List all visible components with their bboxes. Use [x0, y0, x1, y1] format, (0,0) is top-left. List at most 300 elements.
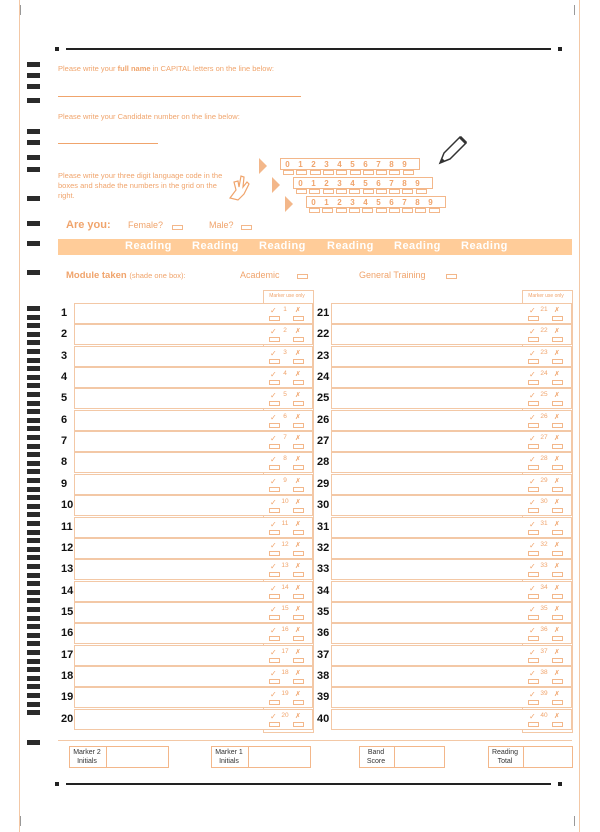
tick-bubble[interactable]: [528, 487, 539, 492]
tick-bubble[interactable]: [528, 530, 539, 535]
marker-question-number: 34: [540, 584, 548, 591]
marker-tick-cross: [523, 434, 564, 454]
right-border-line: [579, 0, 580, 832]
tick-symbol: ✓: [529, 626, 536, 635]
timing-mark: [27, 547, 40, 552]
cross-symbol: ✗: [554, 478, 560, 485]
tick-bubble[interactable]: [269, 551, 280, 556]
tick-bubble[interactable]: [269, 594, 280, 599]
timing-mark: [27, 221, 40, 226]
cross-bubble[interactable]: [552, 530, 563, 535]
band-score-label: Band Score: [366, 749, 386, 765]
tick-bubble[interactable]: [269, 530, 280, 535]
timing-mark: [27, 241, 40, 246]
female-label: Female?: [128, 220, 164, 230]
language-digit-bubble[interactable]: [362, 208, 373, 213]
cross-bubble[interactable]: [552, 380, 563, 385]
question-number: 16: [61, 627, 74, 639]
cross-bubble[interactable]: [293, 337, 304, 342]
timing-mark: [27, 590, 40, 595]
timing-mark: [27, 478, 40, 483]
tick-bubble[interactable]: [269, 423, 280, 428]
language-digit: 0: [285, 159, 290, 169]
language-digit-bubble[interactable]: [402, 208, 413, 213]
question-number: 32: [317, 542, 330, 554]
timing-mark: [27, 375, 40, 380]
language-digit-bubble[interactable]: [349, 208, 360, 213]
language-prompt: Please write your three digit language code in the boxes and shade the numbers in the grid on the right.: [58, 171, 223, 200]
marker-tick-cross: [264, 391, 305, 411]
timing-mark: [27, 555, 40, 560]
marker-tick-cross: [264, 327, 305, 347]
tick-symbol: ✓: [529, 648, 536, 657]
question-number: 10: [61, 499, 74, 511]
tick-bubble[interactable]: [269, 508, 280, 513]
tick-bubble[interactable]: [269, 487, 280, 492]
timing-mark: [27, 409, 40, 414]
marker-tick-cross: [523, 455, 564, 475]
cross-bubble[interactable]: [293, 380, 304, 385]
cross-bubble[interactable]: [552, 359, 563, 364]
question-number: 39: [317, 691, 330, 703]
candidate-number-line[interactable]: [58, 143, 158, 144]
marker-question-number: 24: [540, 370, 548, 377]
marker-question-number: 22: [540, 327, 548, 334]
tick-bubble[interactable]: [528, 594, 539, 599]
cross-bubble[interactable]: [293, 401, 304, 406]
timing-mark: [27, 444, 40, 449]
language-digit-row-3[interactable]: [306, 196, 446, 208]
timing-mark: [27, 641, 40, 646]
timing-mark: [27, 358, 40, 363]
language-digit-bubble[interactable]: [376, 170, 387, 175]
tick-bubble[interactable]: [528, 337, 539, 342]
reading-band-label: Reading: [192, 240, 239, 252]
tick-symbol: ✓: [529, 306, 536, 315]
language-digit-bubble[interactable]: [402, 189, 413, 194]
tick-bubble[interactable]: [528, 423, 539, 428]
question-number: 11: [61, 521, 73, 533]
cross-bubble[interactable]: [552, 316, 563, 321]
tick-symbol: ✓: [270, 498, 277, 507]
timing-mark: [27, 401, 40, 406]
language-digit-bubble[interactable]: [310, 170, 321, 175]
tick-bubble[interactable]: [528, 465, 539, 470]
language-digit-bubble[interactable]: [309, 189, 320, 194]
timing-mark: [27, 366, 40, 371]
tick-symbol: ✓: [529, 520, 536, 529]
cross-symbol: ✗: [295, 670, 301, 677]
cross-bubble[interactable]: [293, 722, 304, 727]
timing-mark: [27, 616, 40, 621]
tick-symbol: ✓: [270, 648, 277, 657]
left-border-line: [19, 0, 20, 832]
cross-bubble[interactable]: [552, 636, 563, 641]
marker-question-number: 19: [281, 690, 289, 697]
marker-tick-cross: [523, 370, 564, 390]
language-digit-row-2[interactable]: [293, 177, 433, 189]
timing-mark: [27, 426, 40, 431]
cross-symbol: ✗: [295, 691, 301, 698]
timing-mark: [27, 693, 40, 698]
marker2-initials-box[interactable]: [106, 746, 169, 768]
marker-tick-cross: [523, 520, 564, 540]
marker2-label: Marker 2 Initials: [73, 749, 101, 765]
academic-checkbox[interactable]: [297, 274, 308, 279]
bottom-rule: [66, 783, 551, 785]
cross-bubble[interactable]: [293, 572, 304, 577]
marker-question-number: 27: [540, 434, 548, 441]
tick-bubble[interactable]: [528, 444, 539, 449]
cross-bubble[interactable]: [552, 551, 563, 556]
tick-symbol: ✓: [270, 669, 277, 678]
marker-tick-cross: [523, 498, 564, 518]
cross-bubble[interactable]: [552, 508, 563, 513]
marker-question-number: 25: [540, 391, 548, 398]
tick-bubble[interactable]: [269, 572, 280, 577]
question-number: 37: [317, 649, 330, 661]
marker-question-number: 26: [540, 413, 548, 420]
timing-mark: [27, 598, 40, 603]
tick-symbol: ✓: [529, 498, 536, 507]
language-digit-bubble[interactable]: [349, 189, 360, 194]
reading-total-label: Reading Total: [491, 749, 519, 765]
question-number: 3: [61, 350, 68, 362]
cross-bubble[interactable]: [552, 337, 563, 342]
cross-bubble[interactable]: [293, 444, 304, 449]
timing-mark: [27, 62, 40, 67]
marker-question-number: 5: [283, 391, 287, 398]
language-digit-bubble[interactable]: [323, 170, 334, 175]
top-rule-dot-right: [558, 47, 562, 51]
tick-bubble[interactable]: [269, 679, 280, 684]
marker-question-number: 14: [281, 584, 289, 591]
marker-tick-cross: [264, 520, 305, 540]
tick-bubble[interactable]: [528, 700, 539, 705]
language-digit: 5: [376, 197, 381, 207]
language-digit-bubble[interactable]: [415, 208, 426, 213]
timing-mark: [27, 581, 40, 586]
marker-question-number: 33: [540, 562, 548, 569]
cross-bubble[interactable]: [552, 487, 563, 492]
language-digit-bubble[interactable]: [429, 208, 440, 213]
tick-symbol: ✓: [270, 327, 277, 336]
cross-bubble[interactable]: [293, 508, 304, 513]
timing-mark: [27, 315, 40, 320]
marker-question-number: 28: [540, 455, 548, 462]
question-number: 31: [317, 521, 330, 533]
marker-question-number: 7: [283, 434, 287, 441]
cross-bubble[interactable]: [293, 316, 304, 321]
language-digit-bubble[interactable]: [376, 189, 387, 194]
marker-question-number: 9: [283, 477, 287, 484]
tick-bubble[interactable]: [269, 722, 280, 727]
marker-tick-cross: [523, 584, 564, 604]
language-digit-bubble[interactable]: [336, 170, 347, 175]
cross-symbol: ✗: [554, 585, 560, 592]
tick-bubble[interactable]: [269, 316, 280, 321]
timing-mark: [27, 573, 40, 578]
timing-mark: [27, 624, 40, 629]
language-digit-bubble[interactable]: [323, 189, 334, 194]
language-arrow-1: [259, 158, 267, 174]
question-number: 15: [61, 606, 74, 618]
cross-symbol: ✗: [554, 392, 560, 399]
question-number: 27: [317, 435, 330, 447]
cross-bubble[interactable]: [552, 401, 563, 406]
tick-symbol: ✓: [270, 520, 277, 529]
cross-symbol: ✗: [554, 542, 560, 549]
language-digit: 8: [389, 159, 394, 169]
question-number: 33: [317, 563, 330, 575]
cross-bubble[interactable]: [552, 594, 563, 599]
timing-mark: [27, 512, 40, 517]
timing-mark: [27, 452, 40, 457]
timing-mark: [27, 84, 40, 89]
marker-tick-cross: [264, 562, 305, 582]
tick-bubble[interactable]: [269, 337, 280, 342]
language-digit-bubble[interactable]: [376, 208, 387, 213]
language-digit: 2: [311, 159, 316, 169]
tick-symbol: ✓: [270, 584, 277, 593]
marker-tick-cross: [523, 306, 564, 326]
timing-mark: [27, 461, 40, 466]
marker-tick-cross: [523, 669, 564, 689]
name-prompt-part: Please write your: [58, 64, 118, 73]
tick-symbol: ✓: [270, 712, 277, 721]
question-number: 20: [61, 713, 74, 725]
language-digit-bubble[interactable]: [363, 170, 374, 175]
tick-bubble[interactable]: [269, 359, 280, 364]
cross-bubble[interactable]: [552, 572, 563, 577]
language-digit: 0: [298, 178, 303, 188]
cross-symbol: ✗: [295, 328, 301, 335]
cross-bubble[interactable]: [552, 444, 563, 449]
marker-question-number: 3: [283, 349, 287, 356]
cross-bubble[interactable]: [293, 465, 304, 470]
language-digit: 3: [337, 178, 342, 188]
language-digit-bubble[interactable]: [389, 189, 400, 194]
question-number: 21: [317, 307, 330, 319]
language-arrow-2: [272, 177, 280, 193]
tick-bubble[interactable]: [528, 572, 539, 577]
question-number: 34: [317, 585, 330, 597]
tick-symbol: ✓: [270, 306, 277, 315]
reading-total-box[interactable]: [523, 746, 573, 768]
tick-bubble[interactable]: [528, 615, 539, 620]
cross-bubble[interactable]: [552, 658, 563, 663]
language-digit: 0: [311, 197, 316, 207]
language-digit-bubble[interactable]: [283, 170, 294, 175]
marker-tick-cross: [523, 413, 564, 433]
question-number: 2: [61, 328, 68, 340]
question-number: 7: [61, 435, 68, 447]
cross-bubble[interactable]: [552, 679, 563, 684]
language-digit-bubble[interactable]: [363, 189, 374, 194]
name-prompt: [58, 64, 274, 73]
timing-mark: [27, 332, 40, 337]
language-digit-bubble[interactable]: [336, 189, 347, 194]
cross-bubble[interactable]: [293, 530, 304, 535]
language-digit-bubble[interactable]: [309, 208, 320, 213]
question-number: 18: [61, 670, 74, 682]
cross-bubble[interactable]: [293, 551, 304, 556]
cross-symbol: ✗: [554, 627, 560, 634]
timing-mark: [27, 98, 40, 103]
tick-symbol: ✓: [270, 605, 277, 614]
footer-top-line: [58, 740, 572, 741]
marker-tick-cross: [264, 669, 305, 689]
timing-mark: [27, 684, 40, 689]
tick-bubble[interactable]: [528, 316, 539, 321]
cross-bubble[interactable]: [293, 487, 304, 492]
gender-question: Are you:: [66, 219, 111, 231]
cross-symbol: ✗: [295, 456, 301, 463]
cross-symbol: ✗: [295, 606, 301, 613]
question-number: 35: [317, 606, 330, 618]
language-digit-bubble[interactable]: [389, 208, 400, 213]
timing-mark: [27, 129, 40, 134]
tick-symbol: ✓: [270, 455, 277, 464]
timing-mark: [27, 487, 40, 492]
cross-bubble[interactable]: [293, 658, 304, 663]
cross-bubble[interactable]: [552, 722, 563, 727]
tick-symbol: ✓: [270, 626, 277, 635]
cross-bubble[interactable]: [293, 636, 304, 641]
tick-bubble[interactable]: [528, 551, 539, 556]
cross-symbol: ✗: [295, 392, 301, 399]
cross-symbol: ✗: [295, 371, 301, 378]
language-digit-bubble[interactable]: [416, 189, 427, 194]
tick-symbol: ✓: [529, 413, 536, 422]
question-number: 6: [61, 414, 68, 426]
tick-symbol: ✓: [270, 391, 277, 400]
tick-symbol: ✓: [529, 669, 536, 678]
name-prompt-bold: full name: [117, 64, 151, 73]
marker1-label: Marker 1 Initials: [215, 749, 243, 765]
language-digit-bubble[interactable]: [389, 170, 400, 175]
language-digit-bubble[interactable]: [296, 170, 307, 175]
tick-bubble[interactable]: [269, 700, 280, 705]
cross-symbol: ✗: [295, 521, 301, 528]
marker-tick-cross: [264, 349, 305, 369]
cross-symbol: ✗: [295, 499, 301, 506]
cross-symbol: ✗: [554, 521, 560, 528]
marker-question-number: 6: [283, 413, 287, 420]
tick-bubble[interactable]: [269, 380, 280, 385]
tick-bubble[interactable]: [269, 636, 280, 641]
marker-question-number: 21: [540, 306, 548, 313]
language-digit: 1: [298, 159, 303, 169]
tick-bubble[interactable]: [528, 679, 539, 684]
tick-bubble[interactable]: [269, 658, 280, 663]
marker-tick-cross: [264, 434, 305, 454]
timing-mark: [27, 73, 40, 78]
tick-bubble[interactable]: [528, 508, 539, 513]
timing-mark: [27, 530, 40, 535]
tick-bubble[interactable]: [269, 401, 280, 406]
cross-bubble[interactable]: [552, 700, 563, 705]
tick-bubble[interactable]: [528, 380, 539, 385]
timing-mark: [27, 702, 40, 707]
cross-bubble[interactable]: [552, 615, 563, 620]
timing-mark: [27, 676, 40, 681]
top-rule: [66, 48, 551, 50]
tick-bubble[interactable]: [269, 444, 280, 449]
marker-tick-cross: [264, 455, 305, 475]
timing-mark: [27, 538, 40, 543]
question-number: 1: [61, 307, 68, 319]
marker1-initials-box[interactable]: [248, 746, 311, 768]
tick-bubble[interactable]: [269, 465, 280, 470]
question-number: 25: [317, 392, 330, 404]
tick-symbol: ✓: [529, 327, 536, 336]
marker-tick-cross: [523, 477, 564, 497]
language-digit: 5: [363, 178, 368, 188]
question-number: 36: [317, 627, 330, 639]
female-checkbox[interactable]: [172, 225, 183, 230]
general-training-checkbox[interactable]: [446, 274, 457, 279]
cross-symbol: ✗: [295, 627, 301, 634]
cross-bubble[interactable]: [293, 700, 304, 705]
language-digit-bubble[interactable]: [322, 208, 333, 213]
timing-mark: [27, 140, 40, 145]
marker-tick-cross: [264, 584, 305, 604]
tick-symbol: ✓: [270, 413, 277, 422]
tick-bubble[interactable]: [528, 722, 539, 727]
cross-bubble[interactable]: [293, 615, 304, 620]
tick-symbol: ✓: [529, 434, 536, 443]
cross-bubble[interactable]: [552, 423, 563, 428]
tick-bubble[interactable]: [528, 658, 539, 663]
language-digit-bubble[interactable]: [336, 208, 347, 213]
cross-bubble[interactable]: [293, 679, 304, 684]
cross-bubble[interactable]: [293, 594, 304, 599]
cross-bubble[interactable]: [293, 423, 304, 428]
tick-bubble[interactable]: [528, 401, 539, 406]
cross-symbol: ✗: [295, 563, 301, 570]
timing-mark: [27, 633, 40, 638]
tick-symbol: ✓: [529, 349, 536, 358]
tick-symbol: ✓: [270, 349, 277, 358]
language-digit: 8: [402, 178, 407, 188]
marker-tick-cross: [523, 648, 564, 668]
cross-bubble[interactable]: [552, 465, 563, 470]
timing-mark: [27, 392, 40, 397]
cross-bubble[interactable]: [293, 359, 304, 364]
band-score-box[interactable]: [394, 746, 445, 768]
cross-symbol: ✗: [554, 606, 560, 613]
tick-symbol: ✓: [529, 391, 536, 400]
cross-symbol: ✗: [554, 371, 560, 378]
language-digit-bubble[interactable]: [296, 189, 307, 194]
corner-mark: [20, 5, 21, 15]
marker-tick-cross: [523, 349, 564, 369]
tick-bubble[interactable]: [269, 615, 280, 620]
reading-band: [58, 239, 572, 255]
marker-question-number: 1: [283, 306, 287, 313]
language-digit: 7: [389, 178, 394, 188]
language-digit: 6: [363, 159, 368, 169]
timing-mark: [27, 650, 40, 655]
language-digit-bubble[interactable]: [403, 170, 414, 175]
male-checkbox[interactable]: [241, 225, 252, 230]
language-digit-bubble[interactable]: [350, 170, 361, 175]
tick-bubble[interactable]: [528, 636, 539, 641]
tick-bubble[interactable]: [528, 359, 539, 364]
full-name-line[interactable]: [58, 96, 301, 97]
language-digit-row-1[interactable]: [280, 158, 420, 170]
